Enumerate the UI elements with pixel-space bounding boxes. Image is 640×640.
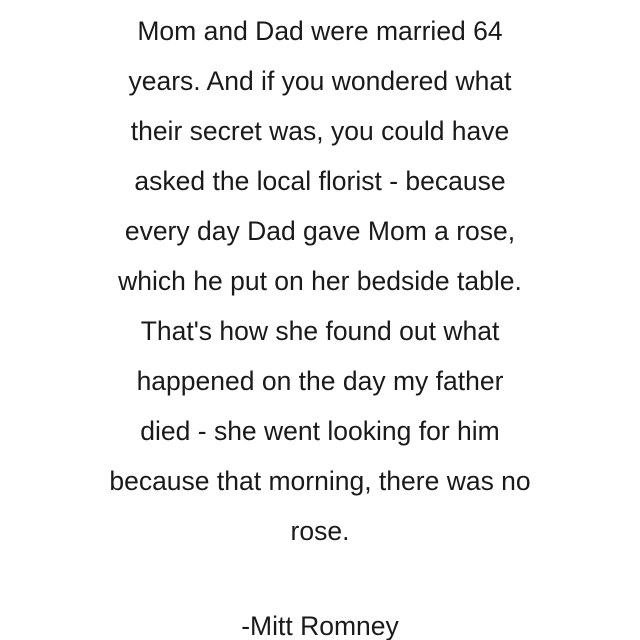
- quote-line: years. And if you wondered what: [128, 66, 512, 96]
- quote-line: rose.: [290, 516, 350, 546]
- quote-line: which he put on her bedside table.: [118, 266, 522, 296]
- quote-author: -Mitt Romney: [241, 611, 399, 640]
- quote-line: happened on the day my father: [136, 366, 504, 396]
- quote-line: every day Dad gave Mom a rose,: [124, 216, 516, 246]
- quote-line: died - she went looking for him: [140, 416, 500, 446]
- quote-line: Mom and Dad were married 64: [137, 16, 503, 46]
- quote-line: That's how she found out what: [140, 316, 500, 346]
- quote-text: [70, 6, 570, 556]
- quote-line: their secret was, you could have: [130, 116, 510, 146]
- quote-line: asked the local florist - because: [134, 166, 506, 196]
- quote-line: because that morning, there was no: [109, 466, 531, 496]
